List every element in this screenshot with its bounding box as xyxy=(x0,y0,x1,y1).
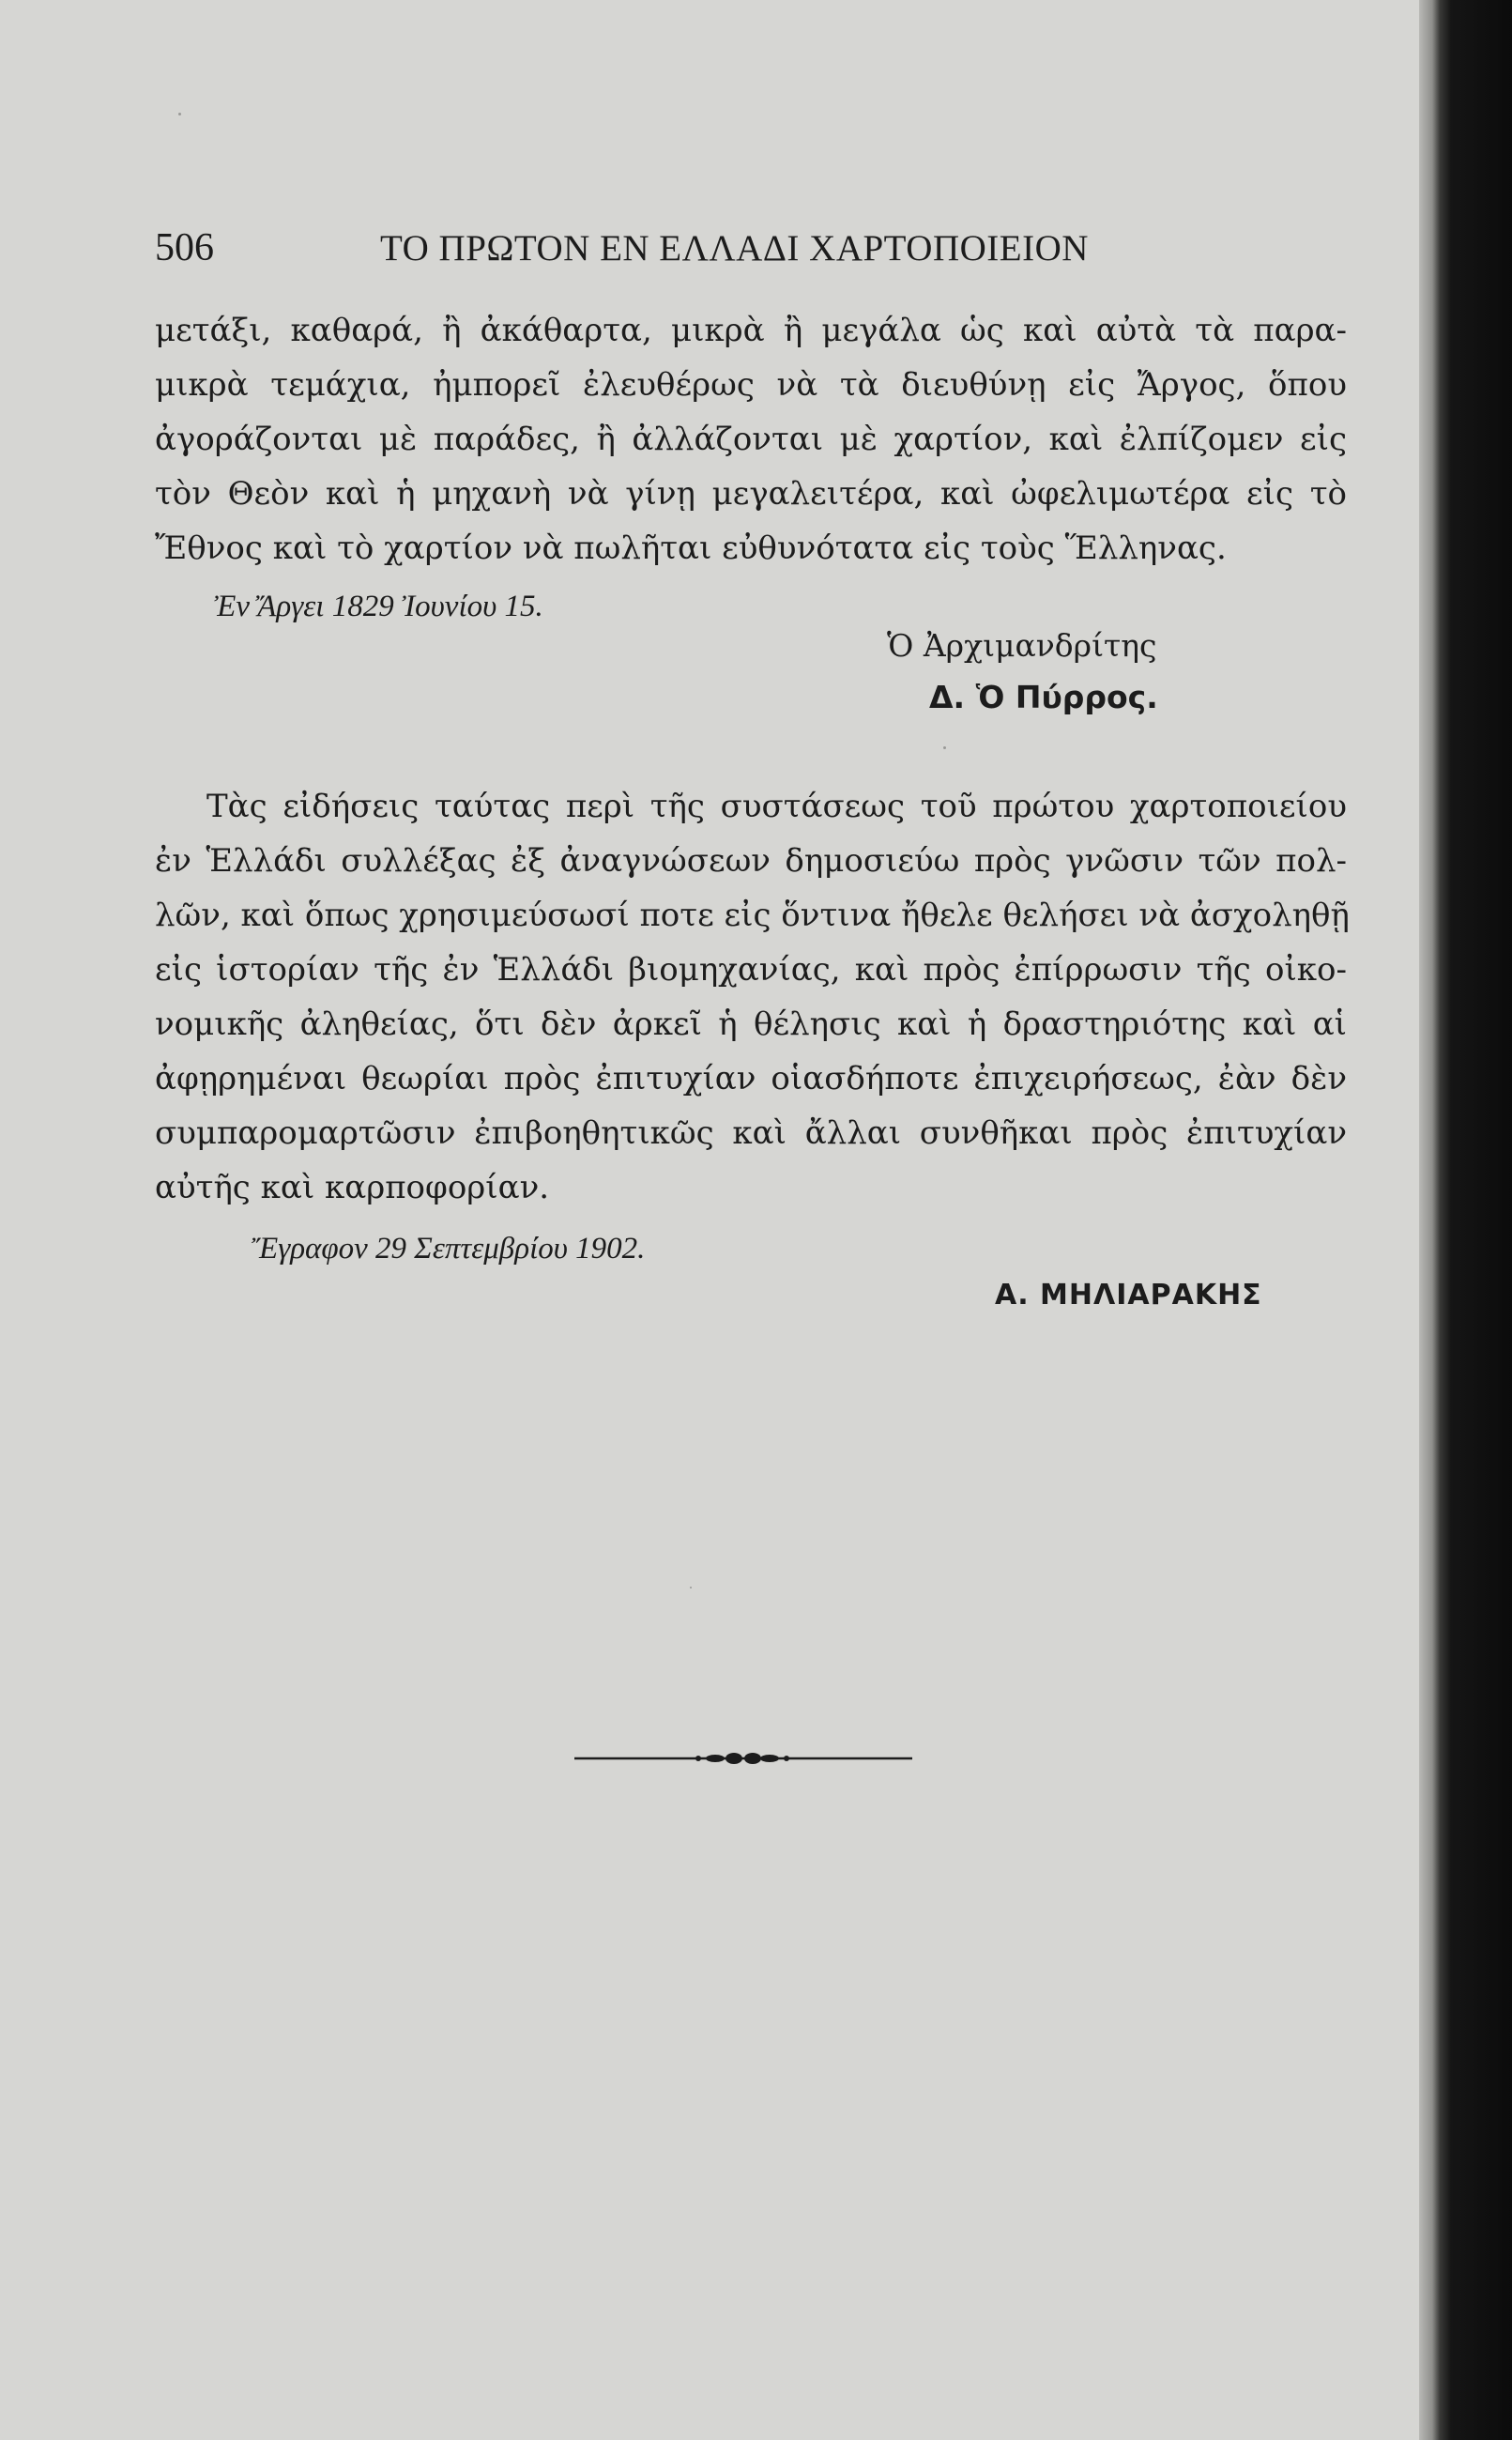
ornamental-divider xyxy=(574,1748,912,1769)
author-signature: Α. ΜΗΛΙΑΡΑΚΗΣ xyxy=(995,1279,1262,1312)
paper-speck xyxy=(690,1587,692,1588)
text-line: νομικῆς ἀληθείας, ὅτι δὲν ἀρκεῖ ἡ θέλησις καὶ ἡ δραστηριότης καὶ αἱ xyxy=(155,1005,1347,1043)
text-line: εἰς ἱστορίαν τῆς ἐν Ἑλλάδι βιομηχανίας, καὶ πρὸς ἐπίρρωσιν τῆς οἰκο- xyxy=(155,951,1347,989)
paper-speck xyxy=(178,113,181,115)
signature-role: Ὁ Ἀρχιμανδρίτης xyxy=(887,627,1157,664)
text-line: Ἔθνος καὶ τὸ χαρτίον νὰ πωλῆται εὐθυνότατα εἰς τοὺς Ἕλληνας. xyxy=(155,529,1227,567)
closing-paragraph-1829 xyxy=(155,303,1347,575)
signature-name: Δ. Ὁ Πύρρος. xyxy=(929,679,1158,715)
text-line: μικρὰ τεμάχια, ἠμπορεῖ ἐλευθέρως νὰ τὰ διευθύνῃ εἰς Ἄργος, ὅπου xyxy=(155,366,1347,404)
text-line: Τὰς εἰδήσεις ταύτας περὶ τῆς συστάσεως τοῦ πρώτου χαρτοποιείου xyxy=(206,788,1347,825)
text-line: ἀγοράζονται μὲ παράδες, ἢ ἀλλάζονται μὲ χαρτίον, καὶ ἐλπίζομεν εἰς xyxy=(155,421,1347,458)
text-line: συμπαρομαρτῶσιν ἐπιβοηθητικῶς καὶ ἄλλαι συνθῆκαι πρὸς ἐπιτυχίαν xyxy=(155,1114,1347,1152)
dateline-1902: Ἔγραφον 29 Σεπτεμβρίου 1902. xyxy=(252,1232,646,1266)
text-line: λῶν, καὶ ὅπως χρησιμεύσωσί ποτε εἰς ὅντινα ἤθελε θελήσει νὰ ἀσχοληθῇ xyxy=(155,897,1350,934)
page-number: 506 xyxy=(155,226,214,269)
paper-speck xyxy=(943,746,946,749)
text-line: ἀφῃρημέναι θεωρίαι πρὸς ἐπιτυχίαν οἱασδήποτε ἐπιχειρήσεως, ἐὰν δὲν xyxy=(155,1060,1347,1097)
text-line: ἐν Ἑλλάδι συλλέξας ἐξ ἀναγνώσεων δημοσιεύω πρὸς γνῶσιν τῶν πολ- xyxy=(155,842,1347,880)
dateline-1829: Ἐν Ἄργει 1829 Ἰουνίου 15. xyxy=(214,590,543,623)
text-line: αὐτῆς καὶ καρποφορίαν. xyxy=(155,1169,550,1206)
text-line: μετάξι, καθαρά, ἢ ἀκάθαρτα, μικρὰ ἢ μεγάλα ὡς καὶ αὐτὰ τὰ παρα- xyxy=(155,312,1347,349)
running-title: ΤΟ ΠΡΩΤΟΝ ΕΝ ΕΛΛΑΔΙ ΧΑΡΤΟΠΟΙΕΙΟΝ xyxy=(380,228,1089,269)
page-header xyxy=(155,225,1136,282)
text-line: τὸν Θεὸν καὶ ἡ μηχανὴ νὰ γίνῃ μεγαλειτέρα, καὶ ὠφελιμωτέρα εἰς τὸ xyxy=(155,475,1347,513)
scan-edge xyxy=(1419,0,1512,2440)
author-note-paragraph xyxy=(155,779,1350,1215)
